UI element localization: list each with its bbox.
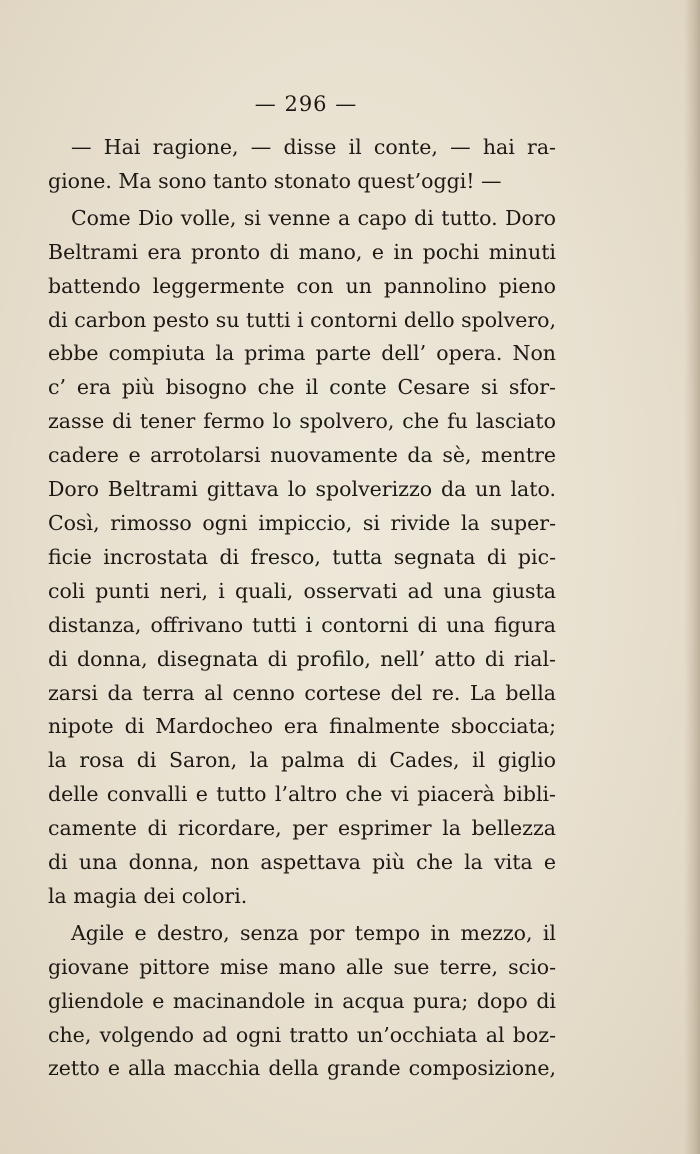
text-line: di carbon pesto su tutti i contorni dello spolvero, (48, 307, 556, 332)
text-line: camente di ricordare, per esprimer la bellezza (48, 816, 556, 841)
text-line: zasse di tener fermo lo spolvero, che fu lasciato (48, 409, 556, 434)
text-line: la rosa di Saron, la palma di Cades, il giglio (48, 748, 556, 773)
text-line: zetto e alla macchia della grande composizione, (48, 1056, 556, 1081)
text-line: giovane pittore mise mano alle sue terre, scio- (48, 954, 556, 979)
text-line: gliendole e macinandole in acqua pura; dopo di (48, 988, 556, 1013)
text-line: coli punti neri, i quali, osservati ad una giusta (48, 578, 556, 603)
text-line: battendo leggermente con un pannolino pieno (48, 273, 556, 298)
text-line: che, volgendo ad ogni tratto un’occhiata al boz- (48, 1022, 556, 1047)
text-line: delle convalli e tutto l’altro che vi piacerà bibli- (48, 782, 556, 807)
text-line: — Hai ragione, — disse il conte, — hai ra- (71, 135, 556, 159)
text-line: ebbe compiuta la prima parte dell’ opera. Non (48, 341, 556, 366)
text-line: la magia dei colori. (48, 883, 248, 908)
body-text (48, 131, 556, 1086)
text-line: di donna, disegnata di profilo, nell’ atto di rial- (48, 646, 556, 671)
text-line: zarsi da terra al cenno cortese del re. La bella (48, 680, 556, 705)
text-line: gione. Ma sono tanto stonato quest’oggi! — (48, 168, 502, 193)
text-line: nipote di Mardocheo era finalmente sbocciata; (48, 714, 556, 739)
text-line: Così, rimosso ogni impiccio, si rivide la super- (48, 510, 556, 535)
text-line: distanza, offrivano tutti i contorni di una figura (48, 612, 556, 637)
text-line: ficie incrostata di fresco, tutta segnata di pic- (48, 544, 556, 569)
text-line: Come Dio volle, si venne a capo di tutto. Doro (71, 205, 556, 230)
page-number: — 296 — (254, 92, 358, 116)
text-line: Beltrami era pronto di mano, e in pochi minuti (48, 239, 556, 264)
text-line: c’ era più bisogno che il conte Cesare si sfor- (48, 375, 556, 400)
text-line: Doro Beltrami gittava lo spolverizzo da un lato. (48, 477, 556, 502)
text-line: di una donna, non aspettava più che la vita e (48, 850, 556, 875)
page-edge-shadow (684, 0, 700, 1154)
text-line: cadere e arrotolarsi nuovamente da sè, mentre (48, 443, 556, 468)
text-line: Agile e destro, senza por tempo in mezzo, il (71, 920, 556, 945)
